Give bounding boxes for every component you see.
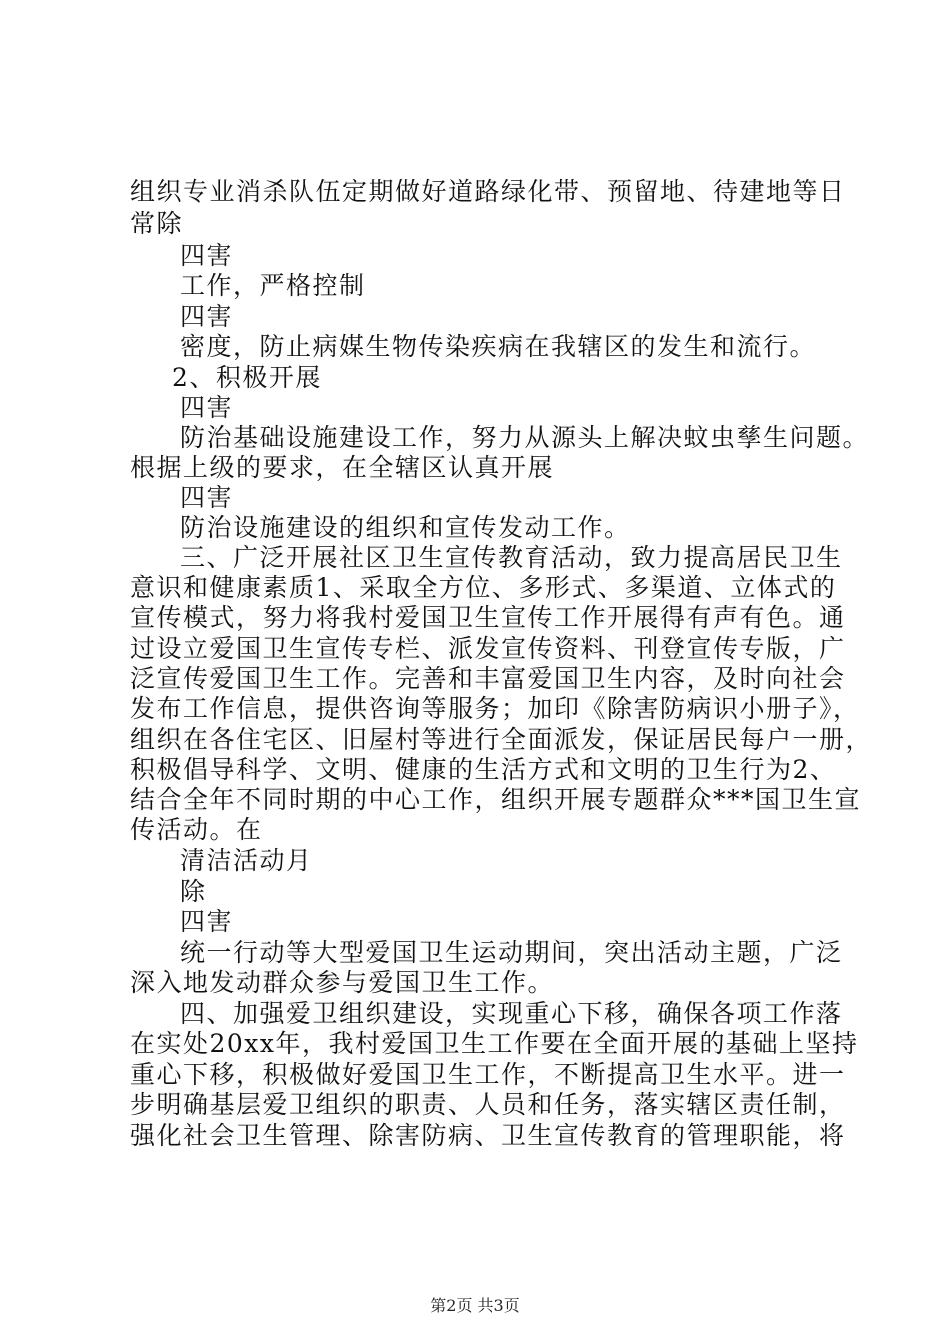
- text-line: 三、广泛开展社区卫生宣传教育活动，致力提高居民卫生: [180, 543, 843, 572]
- text-line: 在实处20xx年，我村爱国卫生工作要在全面开展的基础上坚持: [130, 1029, 859, 1058]
- text-line: 四害: [180, 483, 234, 512]
- text-line: 组织专业消杀队伍定期做好道路绿化带、预留地、待建地等日: [130, 177, 846, 206]
- text-line: 四害: [180, 241, 234, 270]
- text-line: 步明确基层爱卫组织的职责、人员和任务，落实辖区责任制，: [130, 1090, 846, 1119]
- text-line: 结合全年不同时期的中心工作，组织开展专题群众***国卫生宣: [130, 785, 862, 814]
- text-line: 意识和健康素质1、采取全方位、多形式、多渠道、立体式的: [130, 573, 837, 602]
- text-line: 统一行动等大型爱国卫生运动期间，突出活动主题，广泛: [180, 938, 843, 967]
- text-line: 发布工作信息，提供咨询等服务；加印《除害防病识小册子》，: [130, 694, 860, 723]
- text-line: 强化社会卫生管理、除害防病、卫生宣传教育的管理职能，将: [130, 1121, 846, 1150]
- text-line: 防治设施建设的组织和宣传发动工作。: [180, 513, 631, 542]
- text-line: 四、加强爱卫组织建设，实现重心下移，确保各项工作落: [180, 999, 843, 1028]
- text-line: 积极倡导科学、文明、健康的生活方式和文明的卫生行为2、: [130, 755, 837, 784]
- page-number-footer: 第2页 共3页: [430, 1296, 520, 1315]
- text-line: 泛宣传爱国卫生工作。完善和丰富爱国卫生内容，及时向社会: [130, 664, 846, 693]
- text-line: 深入地发动群众参与爱国卫生工作。: [130, 968, 555, 997]
- text-line: 密度，防止病媒生物传染疾病在我辖区的发生和流行。: [180, 332, 817, 361]
- text-line: 组织在各住宅区、旧屋村等进行全面派发，保证居民每户一册，: [130, 725, 873, 754]
- text-line: 宣传模式，努力将我村爱国卫生宣传工作开展得有声有色。通: [130, 603, 846, 632]
- text-line: 四害: [180, 393, 234, 422]
- text-line: 过设立爱国卫生宣传专栏、派发宣传资料、刊登宣传专版，广: [130, 634, 846, 663]
- text-line: 根据上级的要求，在全辖区认真开展: [130, 453, 555, 482]
- text-line: 防治基础设施建设工作，努力从源头上解决蚊虫孳生问题。: [180, 423, 870, 452]
- text-line: 清洁活动月: [180, 846, 313, 875]
- text-line: 常除: [130, 209, 184, 238]
- text-line: 工作，严格控制: [180, 271, 366, 300]
- text-line: 重心下移，积极做好爱国卫生工作，不断提高卫生水平。进一: [130, 1060, 846, 1089]
- text-line: 传活动。在: [130, 815, 263, 844]
- text-line: 四害: [180, 302, 234, 331]
- text-line: 除: [180, 877, 207, 906]
- text-line: 四害: [180, 907, 234, 936]
- text-line: 2、积极开展: [172, 363, 322, 392]
